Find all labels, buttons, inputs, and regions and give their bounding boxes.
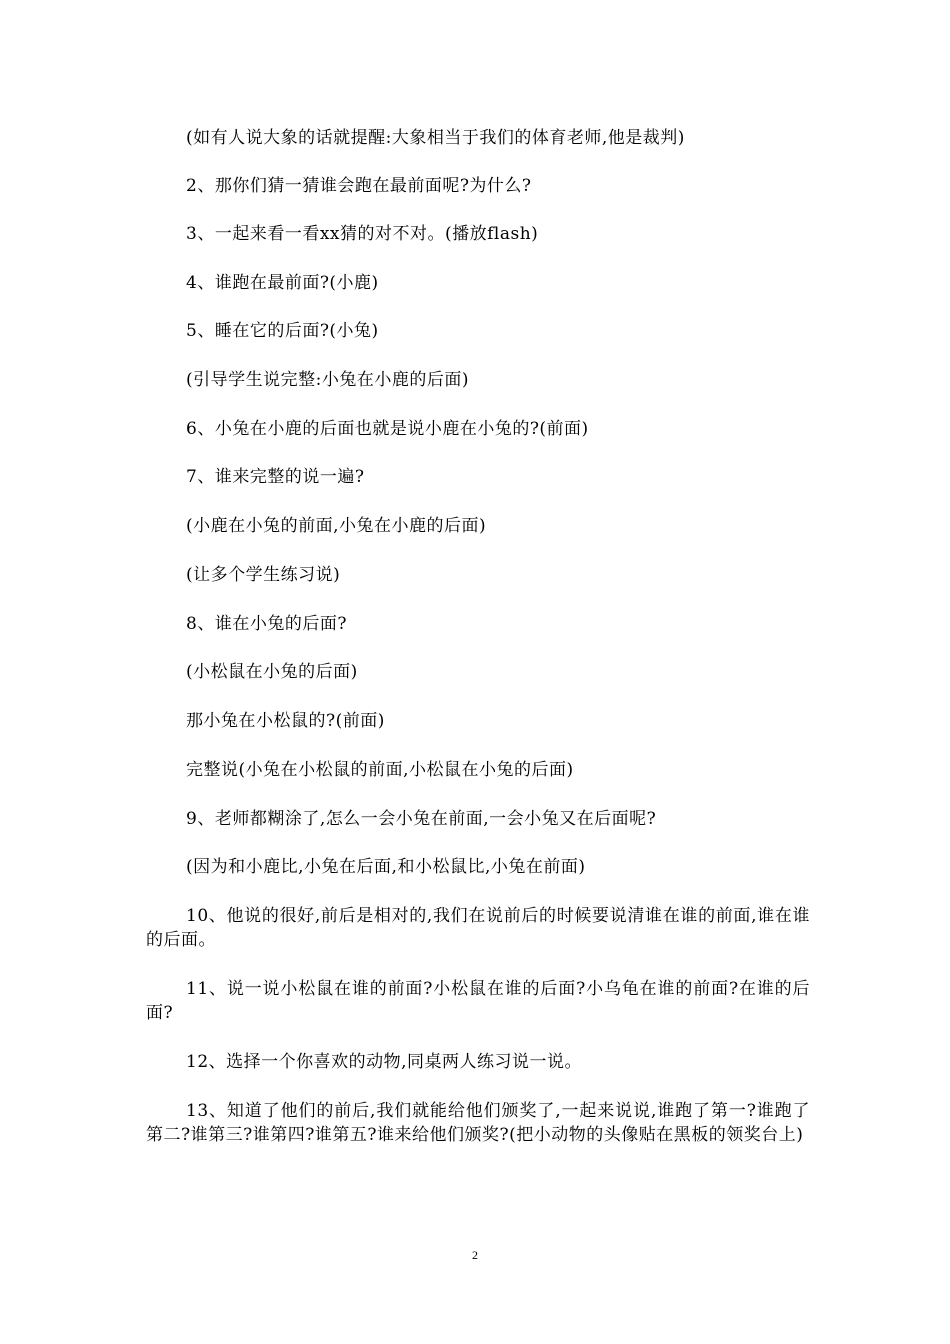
text-line-5: 5、睡在它的后面?(小兔) xyxy=(186,321,379,341)
text-line-7: 6、小兔在小鹿的后面也就是说小鹿在小兔的?(前面) xyxy=(186,419,589,439)
paragraph-13: 13、知道了他们的前后,我们就能给他们颁奖了,一起来说说,谁跑了第一?谁跑了第二?谁第三?谁第四?谁第五?谁来给他们颁奖?(把小动物的头像贴在黑板的领奖台上) xyxy=(146,1101,810,1145)
text-line-14: 完整说(小兔在小松鼠的前面,小松鼠在小兔的后面) xyxy=(186,760,574,780)
text-line-8: 7、谁来完整的说一遍? xyxy=(186,467,365,487)
text-line-10: (让多个学生练习说) xyxy=(186,565,341,585)
text-line-12: (小松鼠在小兔的后面) xyxy=(186,662,358,682)
paragraph-12: 12、选择一个你喜欢的动物,同桌两人练习说一说。 xyxy=(186,1052,583,1072)
text-line-4: 4、谁跑在最前面?(小鹿) xyxy=(186,273,379,293)
text-line-2: 2、那你们猜一猜谁会跑在最前面呢?为什么? xyxy=(186,176,532,196)
page-number: 2 xyxy=(472,1248,478,1262)
text-line-1: (如有人说大象的话就提醒:大象相当于我们的体育老师,他是裁判) xyxy=(186,128,685,148)
text-line-16: (因为和小鹿比,小兔在后面,和小松鼠比,小兔在前面) xyxy=(186,857,586,877)
text-line-6: (引导学生说完整:小兔在小鹿的后面) xyxy=(186,370,469,390)
text-line-15: 9、老师都糊涂了,怎么一会小兔在前面,一会小兔又在后面呢? xyxy=(186,809,657,829)
paragraph-10: 10、他说的很好,前后是相对的,我们在说前后的时候要说清谁在谁的前面,谁在谁的后面。 xyxy=(146,906,810,950)
text-line-13: 那小兔在小松鼠的?(前面) xyxy=(186,711,385,731)
text-line-9: (小鹿在小兔的前面,小兔在小鹿的后面) xyxy=(186,516,487,536)
text-line-11: 8、谁在小兔的后面? xyxy=(186,614,347,634)
text-line-3: 3、一起来看一看xx猜的对不对。(播放flash) xyxy=(186,224,539,244)
paragraph-11: 11、说一说小松鼠在谁的前面?小松鼠在谁的后面?小乌龟在谁的前面?在谁的后面? xyxy=(146,979,810,1023)
